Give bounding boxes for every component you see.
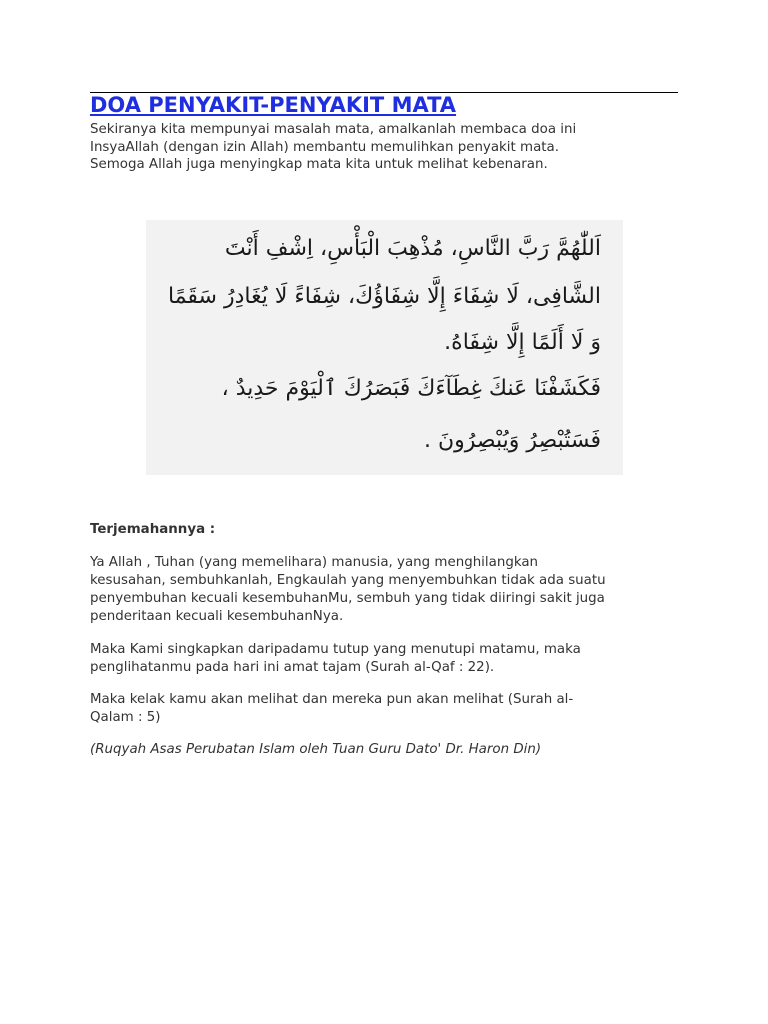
paragraph-line: Ya Allah , Tuhan (yang memelihara) manusia, yang menghilangkan: [90, 555, 539, 570]
intro-line: Sekiranya kita mempunyai masalah mata, amalkanlah membaca doa ini: [90, 122, 577, 137]
arabic-line: فَسَتُبْصِرُ وَيُبْصِرُونَ .: [424, 428, 601, 453]
translation-paragraph: [90, 554, 690, 626]
arabic-line: الشَّافِى، لَا شِفَاءَ إِلَّا شِفَاؤُكَ، شِفَاءً لَا يُغَادِرُ سَقَمًا: [168, 284, 601, 309]
intro-line: InsyaAllah (dengan izin Allah) membantu memulihkan penyakit mata.: [90, 139, 559, 155]
paragraph-line: penglihatanmu pada hari ini amat tajam (Surah al-Qaf : 22).: [90, 660, 495, 675]
surah-qalam-paragraph: [90, 691, 690, 727]
paragraph-line: penderitaan kecuali kesembuhanNya.: [90, 609, 344, 624]
paragraph-line: Qalam : 5): [90, 710, 161, 725]
intro-paragraph: [90, 121, 670, 174]
paragraph-line: kesusahan, sembuhkanlah, Engkaulah yang menyembuhkan tidak ada suatu: [90, 573, 606, 588]
paragraph-line: Maka kelak kamu akan melihat dan mereka pun akan melihat (Surah al-: [90, 692, 574, 707]
translation-heading: Terjemahannya :: [90, 522, 216, 537]
arabic-prayer-image: [146, 220, 623, 475]
arabic-line: اَللّٰهُمَّ رَبَّ النَّاسِ، مُذْهِبَ الْبَأْسِ، اِشْفِ أَنْتَ: [224, 236, 601, 261]
source-citation: [90, 741, 690, 759]
paragraph-line: Maka Kami singkapkan daripadamu tutup yang menutupi matamu, maka: [90, 642, 581, 657]
surah-qaf-paragraph: [90, 641, 690, 677]
citation-line: (Ruqyah Asas Perubatan Islam oleh Tuan Guru Dato' Dr. Haron Din): [90, 742, 542, 757]
intro-line: Semoga Allah juga menyingkap mata kita untuk melihat kebenaran.: [90, 157, 548, 172]
arabic-line: فَكَشَفْنَا عَنكَ غِطَآءَكَ فَبَصَرُكَ ٱلْيَوْمَ حَدِيدٌ ،: [221, 376, 601, 401]
arabic-line: وَ لَا أَلَمًا إِلَّا شِفَاهُ.: [444, 330, 601, 355]
document-title-link[interactable]: DOA PENYAKIT-PENYAKIT MATA: [90, 93, 457, 117]
paragraph-line: penyembuhan kecuali kesembuhanMu, sembuh yang tidak diiringi sakit juga: [90, 591, 605, 606]
